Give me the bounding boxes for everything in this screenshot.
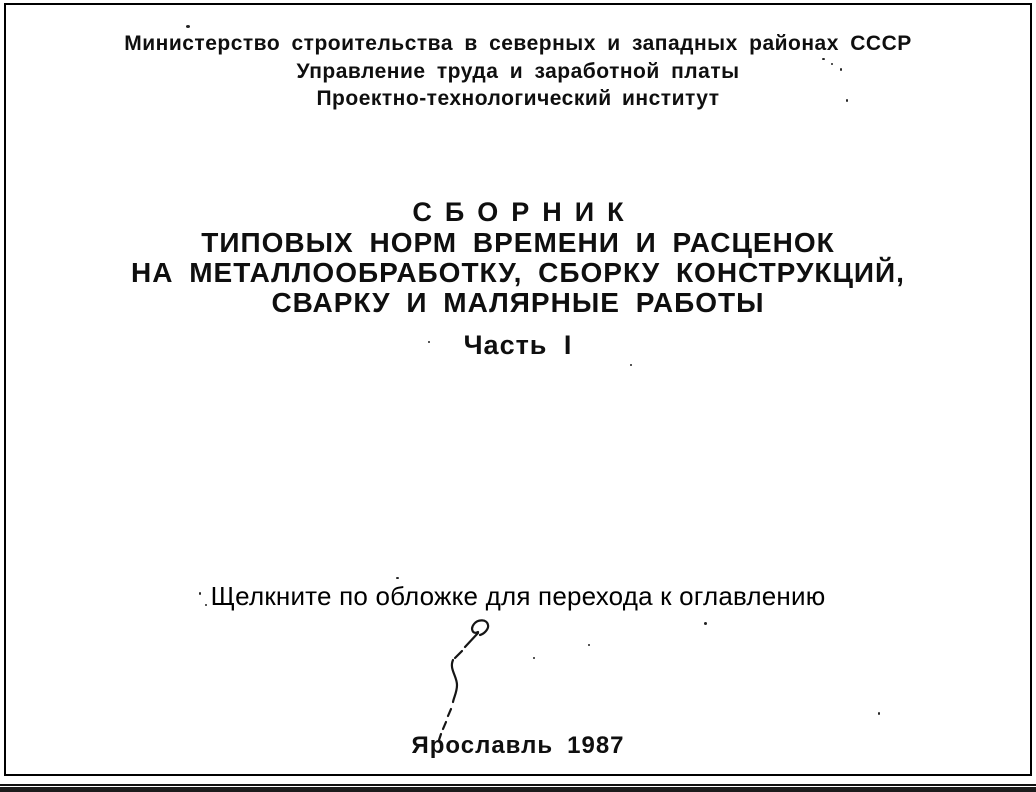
department-line: Управление труда и заработной платы <box>296 60 740 83</box>
scan-speckle <box>846 99 848 102</box>
handwritten-pen-squiggle <box>420 605 540 745</box>
scan-speckle <box>205 604 207 606</box>
scan-speckle <box>878 712 880 715</box>
publisher-header <box>0 30 1036 112</box>
scan-speckle <box>428 341 430 343</box>
imprint-year: 1987 <box>567 732 625 759</box>
title-line-2: ТИПОВЫХ НОРМ ВРЕМЕНИ И РАСЦЕНОК <box>201 227 835 258</box>
institute-line: Проектно-технологический институт <box>316 87 720 110</box>
imprint-line <box>0 732 1036 760</box>
scan-speckle <box>630 364 632 366</box>
scan-speckle <box>831 63 833 65</box>
click-cover-instruction[interactable]: Щелкните по обложке для перехода к оглавлению <box>210 581 826 611</box>
scan-speckle <box>396 577 399 579</box>
scan-speckle <box>533 657 535 659</box>
ministry-line: Министерство строительства в северных и западных районах СССР <box>124 32 912 55</box>
scan-speckle <box>704 622 707 625</box>
scan-bottom-edge-line <box>0 784 1036 786</box>
scan-speckle <box>186 25 190 28</box>
title-line-4: СВАРКУ И МАЛЯРНЫЕ РАБОТЫ <box>271 287 765 318</box>
scan-speckle <box>199 592 201 595</box>
scan-speckle <box>588 644 590 646</box>
title-line-3: НА МЕТАЛЛООБРАБОТКУ, СБОРКУ КОНСТРУКЦИЙ, <box>131 257 905 288</box>
part-number: Часть I <box>463 330 573 360</box>
scan-bottom-edge-band <box>0 787 1036 792</box>
document-title <box>0 197 1036 360</box>
title-word-sbornik: СБОРНИК <box>412 197 637 227</box>
imprint-city: Ярославль <box>411 732 554 759</box>
scan-speckle <box>840 68 842 71</box>
scan-speckle <box>822 58 825 60</box>
